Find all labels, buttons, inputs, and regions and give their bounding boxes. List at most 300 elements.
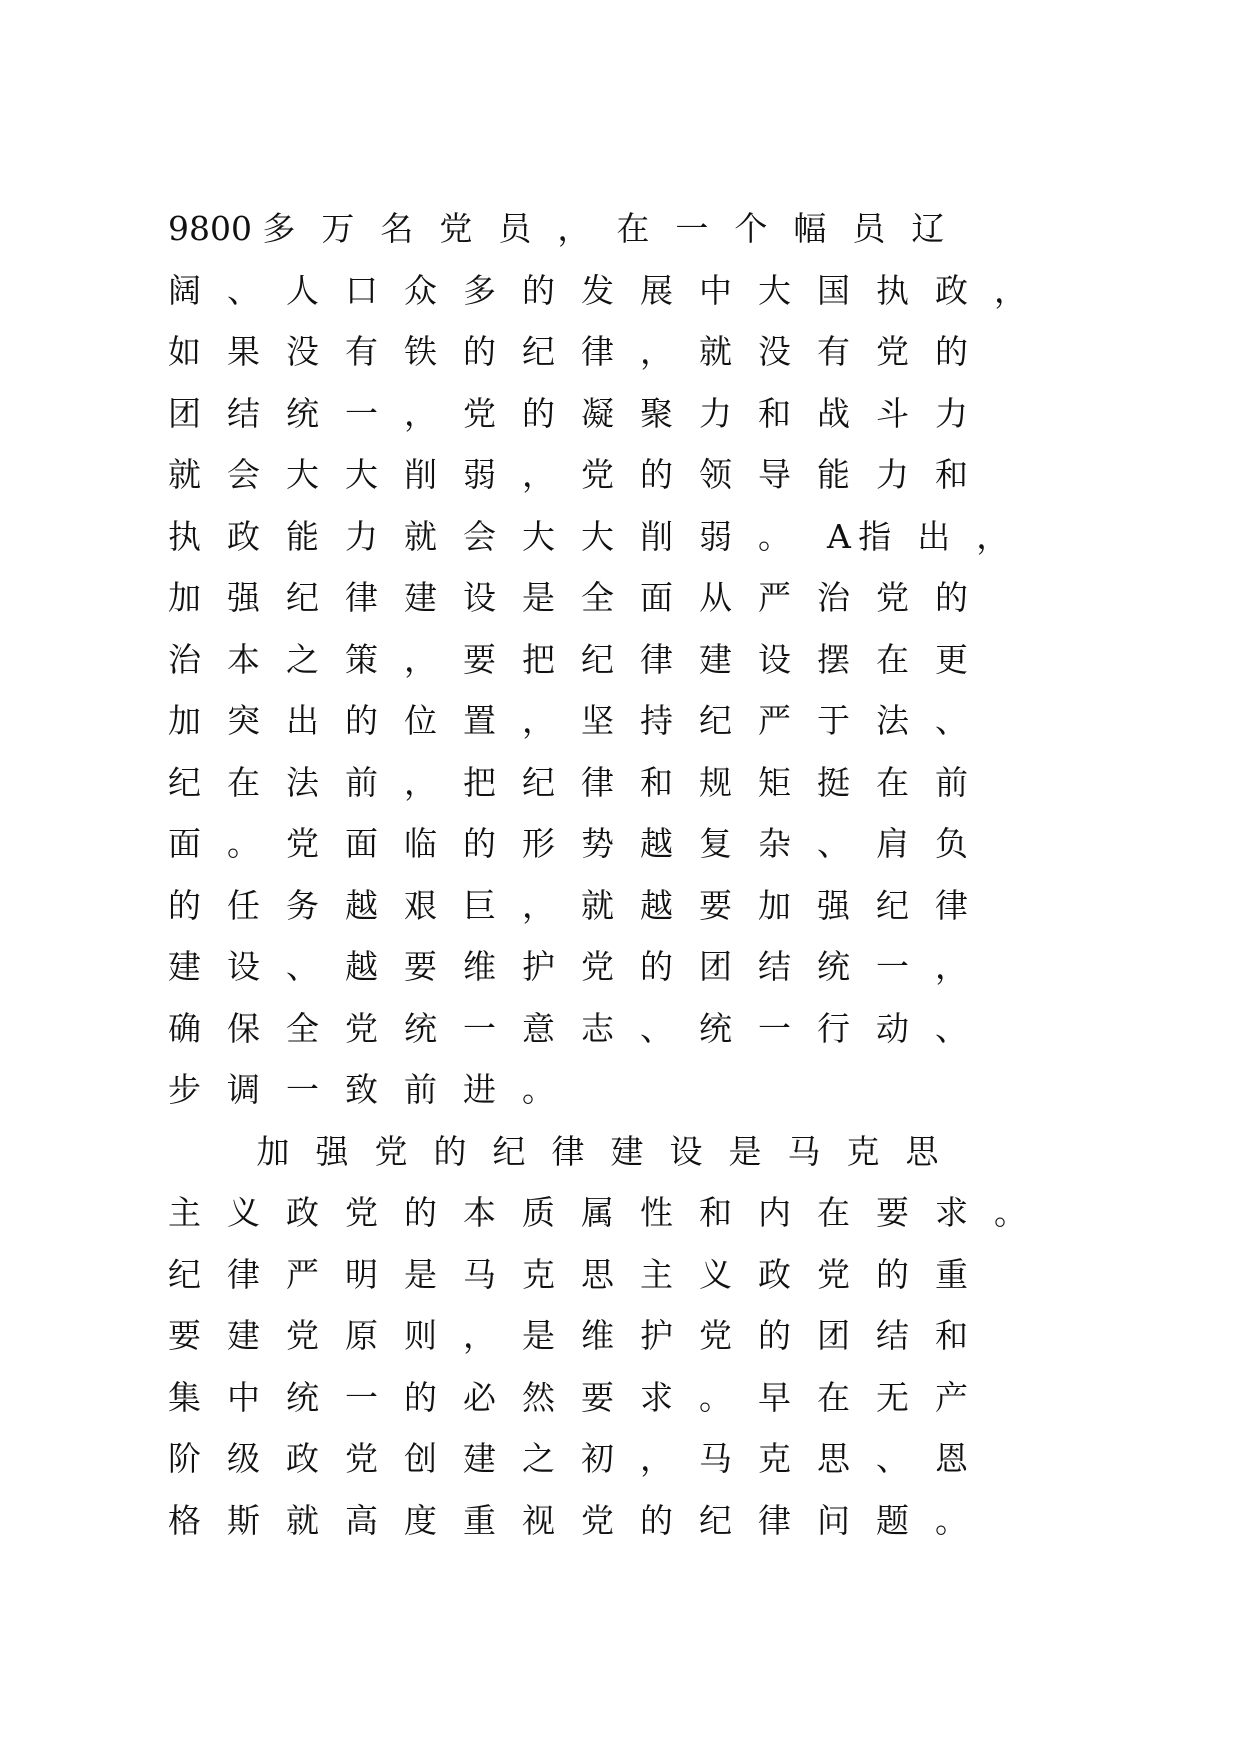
text-line: [168, 268, 1168, 330]
text-glyph: 纪: [492, 1131, 526, 1171]
text-glyph: 级: [227, 1439, 260, 1478]
text-glyph: 就: [699, 332, 732, 371]
text-glyph: ，: [522, 885, 555, 925]
text-glyph: 党: [581, 1500, 614, 1540]
text-glyph: 加: [168, 578, 201, 617]
text-glyph: 全: [286, 1008, 319, 1048]
text-glyph: 就: [404, 516, 437, 556]
text-glyph: 一: [675, 209, 709, 248]
text-glyph: 的: [935, 332, 968, 371]
text-glyph: 属: [581, 1193, 614, 1232]
text-glyph: 有: [817, 332, 850, 371]
text-glyph: 一: [758, 1008, 791, 1048]
text-line: [168, 1375, 1168, 1437]
text-glyph: 阶: [168, 1439, 201, 1478]
text-glyph: 和: [935, 1316, 968, 1355]
text-glyph: 强: [227, 578, 260, 617]
text-glyph: 力: [699, 393, 732, 433]
text-glyph: 展: [640, 270, 673, 310]
text-glyph: 党: [463, 393, 496, 433]
text-glyph: 、: [817, 824, 850, 863]
text-glyph: 会: [227, 455, 260, 494]
text-glyph: 任: [227, 885, 260, 925]
text-glyph: 在: [227, 762, 260, 802]
text-glyph: 一: [345, 1377, 378, 1417]
text-line: [168, 698, 1168, 760]
text-glyph: 强: [817, 885, 850, 925]
text-glyph: 纪: [286, 578, 319, 617]
text-glyph: 从: [699, 578, 732, 617]
text-glyph: ，: [404, 393, 437, 433]
text-glyph: 面: [345, 824, 378, 863]
text-glyph: 名: [380, 209, 414, 248]
text-glyph: 执: [168, 516, 201, 556]
text-glyph: 把: [463, 762, 496, 802]
text-glyph: 在: [817, 1193, 850, 1232]
text-glyph: ，: [522, 455, 555, 494]
text-glyph: 质: [522, 1193, 555, 1232]
text-glyph: 保: [227, 1008, 260, 1048]
text-glyph: 矩: [758, 762, 791, 802]
text-glyph: 是: [404, 1254, 437, 1294]
text-glyph: 前: [404, 1070, 437, 1109]
text-glyph: 前: [345, 762, 378, 802]
text-glyph: 统: [286, 1377, 319, 1417]
text-glyph: 要: [581, 1377, 614, 1417]
text-glyph: 严: [286, 1254, 319, 1294]
text-glyph: 和: [699, 1193, 732, 1232]
text-glyph: 聚: [640, 393, 673, 433]
text-glyph: 律: [640, 639, 673, 679]
text-glyph: 、: [876, 1439, 909, 1478]
text-glyph: 行: [817, 1008, 850, 1048]
text-line: [168, 206, 1168, 268]
text-glyph: 早: [758, 1377, 791, 1417]
text-glyph: ，: [640, 332, 673, 371]
text-glyph: 、: [286, 947, 319, 986]
text-glyph: ，: [976, 516, 1010, 556]
text-glyph: 律: [758, 1500, 791, 1540]
text-glyph: 严: [758, 578, 791, 617]
text-glyph: 在: [876, 639, 909, 679]
text-glyph: 加: [168, 701, 201, 740]
text-glyph: 辽: [911, 209, 945, 248]
text-glyph: 把: [522, 639, 555, 679]
text-glyph: 重: [463, 1500, 496, 1540]
text-glyph: 治: [168, 639, 201, 679]
text-glyph: 护: [640, 1316, 673, 1355]
text-glyph: 克: [758, 1439, 791, 1478]
text-glyph: 。: [758, 516, 791, 556]
text-glyph: 马: [463, 1254, 496, 1294]
text-glyph: 政: [286, 1439, 319, 1478]
text-glyph: 的: [758, 1316, 791, 1355]
text-line: [168, 1006, 1168, 1068]
text-line: [168, 1067, 1168, 1129]
text-glyph: 能: [286, 516, 319, 556]
text-glyph: 团: [699, 947, 732, 986]
text-glyph: 幅: [793, 209, 827, 248]
text-line: [168, 760, 1168, 822]
text-glyph: 严: [758, 701, 791, 740]
text-glyph: 护: [522, 947, 555, 986]
text-glyph: 产: [935, 1377, 968, 1417]
text-glyph: 律: [345, 578, 378, 617]
text-glyph: 志: [581, 1008, 614, 1048]
text-glyph: 律: [935, 885, 968, 925]
text-glyph: 律: [581, 762, 614, 802]
text-glyph: 置: [463, 701, 496, 740]
text-glyph: 就: [168, 455, 201, 494]
text-line: [168, 1313, 1168, 1375]
text-glyph: 前: [935, 762, 968, 802]
text-glyph: 规: [699, 762, 732, 802]
text-glyph: 党: [286, 824, 319, 863]
text-glyph: 负: [935, 824, 968, 863]
text-glyph: 政: [935, 270, 968, 310]
text-glyph: ，: [994, 270, 1027, 310]
text-glyph: 面: [168, 824, 201, 863]
text-glyph: ，: [522, 701, 555, 740]
text-glyph: 义: [699, 1254, 732, 1294]
text-glyph: 调: [227, 1070, 260, 1109]
text-glyph: 凝: [581, 393, 614, 433]
text-glyph: 一: [286, 1070, 319, 1109]
text-glyph: 和: [935, 455, 968, 494]
text-glyph: 建: [463, 1439, 496, 1478]
text-glyph: 之: [286, 639, 319, 679]
text-glyph: 设: [227, 947, 260, 986]
text-glyph: 统: [817, 947, 850, 986]
text-glyph: 临: [404, 824, 437, 863]
text-glyph: 党: [345, 1439, 378, 1478]
text-glyph: 党: [286, 1316, 319, 1355]
text-glyph: 大: [286, 455, 319, 494]
text-glyph: 能: [817, 455, 850, 494]
text-glyph: 求: [935, 1193, 968, 1232]
text-glyph: 是: [522, 1316, 555, 1355]
text-glyph: 持: [640, 701, 673, 740]
text-glyph: 执: [876, 270, 909, 310]
text-glyph: 是: [728, 1131, 762, 1171]
text-glyph: 越: [640, 885, 673, 925]
text-glyph: 就: [581, 885, 614, 925]
text-line: [168, 944, 1168, 1006]
text-glyph: 力: [876, 455, 909, 494]
text-glyph: 就: [286, 1500, 319, 1540]
text-glyph: 意: [522, 1008, 555, 1048]
text-glyph: 大: [522, 516, 555, 556]
text-glyph: 党: [345, 1193, 378, 1232]
text-glyph: 国: [817, 270, 850, 310]
text-glyph: 指: [858, 516, 892, 556]
text-glyph: 形: [522, 824, 555, 863]
text-glyph: 纪: [581, 639, 614, 679]
text-glyph: 一: [345, 393, 378, 433]
text-glyph: 突: [227, 701, 260, 740]
text-glyph: 结: [758, 947, 791, 986]
text-glyph: 建: [168, 947, 201, 986]
text-glyph: 全: [581, 578, 614, 617]
text-glyph: 削: [640, 516, 673, 556]
text-glyph: 党: [876, 332, 909, 371]
text-glyph: 斯: [227, 1500, 260, 1540]
text-glyph: 肩: [876, 824, 909, 863]
text-glyph: 律: [581, 332, 614, 371]
text-glyph: 面: [640, 578, 673, 617]
text-glyph: 纪: [168, 1254, 201, 1294]
text-glyph: 力: [935, 393, 968, 433]
text-glyph: 阔: [168, 270, 201, 310]
text-glyph: 问: [817, 1500, 850, 1540]
text-glyph: 重: [935, 1254, 968, 1294]
text-glyph: 的: [640, 455, 673, 494]
text-glyph: 确: [168, 1008, 201, 1048]
text-glyph: 领: [699, 455, 732, 494]
text-glyph: 导: [758, 455, 791, 494]
text-glyph: 和: [758, 393, 791, 433]
text-glyph: 义: [227, 1193, 260, 1232]
text-glyph: 大: [345, 455, 378, 494]
text-glyph: 没: [286, 332, 319, 371]
text-glyph: 的: [463, 824, 496, 863]
text-line: [168, 883, 1168, 945]
text-glyph: 无: [876, 1377, 909, 1417]
text-glyph: 本: [227, 639, 260, 679]
text-glyph: 人: [286, 270, 319, 310]
text-glyph: 党: [699, 1316, 732, 1355]
text-glyph: 于: [817, 701, 850, 740]
text-glyph: 思: [905, 1131, 939, 1171]
text-line: [168, 821, 1168, 883]
text-glyph: 之: [522, 1439, 555, 1478]
text-glyph: 建: [404, 578, 437, 617]
text-glyph: 的: [876, 1254, 909, 1294]
text-glyph: 铁: [404, 332, 437, 371]
text-glyph: 越: [345, 885, 378, 925]
text-glyph: 势: [581, 824, 614, 863]
text-glyph: 发: [581, 270, 614, 310]
text-glyph: 坚: [581, 701, 614, 740]
text-glyph: 巨: [463, 885, 496, 925]
text-glyph: 初: [581, 1439, 614, 1478]
text-line: [168, 1436, 1168, 1498]
text-glyph: 党: [817, 1254, 850, 1294]
text-glyph: 克: [846, 1131, 880, 1171]
text-glyph: 斗: [876, 393, 909, 433]
text-glyph: 一: [876, 947, 909, 986]
text-glyph: 的: [640, 1500, 673, 1540]
text-glyph: 9800: [168, 209, 252, 248]
text-glyph: 越: [640, 824, 673, 863]
text-glyph: 设: [669, 1131, 703, 1171]
text-glyph: 、: [640, 1008, 673, 1048]
text-glyph: 维: [581, 1316, 614, 1355]
text-glyph: 挺: [817, 762, 850, 802]
text-glyph: 在: [817, 1377, 850, 1417]
text-glyph: 。: [227, 824, 260, 863]
text-glyph: 格: [168, 1500, 201, 1540]
text-glyph: 团: [168, 393, 201, 433]
text-glyph: 出: [917, 516, 951, 556]
text-glyph: 、: [935, 1008, 968, 1048]
text-glyph: 律: [227, 1254, 260, 1294]
text-glyph: 个: [734, 209, 768, 248]
text-glyph: 要: [699, 885, 732, 925]
text-glyph: 要: [876, 1193, 909, 1232]
text-glyph: 要: [463, 639, 496, 679]
text-glyph: 明: [345, 1254, 378, 1294]
text-glyph: ，: [935, 947, 968, 986]
text-glyph: 削: [404, 455, 437, 494]
text-glyph: 法: [876, 701, 909, 740]
text-glyph: 多: [463, 270, 496, 310]
text-glyph: 多: [262, 209, 296, 248]
text-glyph: 杂: [758, 824, 791, 863]
text-glyph: 克: [522, 1254, 555, 1294]
text-glyph: 然: [522, 1377, 555, 1417]
text-glyph: 弱: [463, 455, 496, 494]
text-glyph: 原: [345, 1316, 378, 1355]
text-glyph: 性: [640, 1193, 673, 1232]
text-glyph: 的: [522, 270, 555, 310]
text-glyph: 复: [699, 824, 732, 863]
text-glyph: 设: [758, 639, 791, 679]
text-glyph: 员: [852, 209, 886, 248]
text-glyph: ，: [404, 639, 437, 679]
text-glyph: 在: [616, 209, 650, 248]
text-line: [168, 575, 1168, 637]
text-glyph: 艰: [404, 885, 437, 925]
text-glyph: 主: [168, 1193, 201, 1232]
text-glyph: 会: [463, 516, 496, 556]
text-line: [168, 452, 1168, 514]
text-glyph: 出: [286, 701, 319, 740]
text-glyph: 、: [935, 701, 968, 740]
text-glyph: 政: [286, 1193, 319, 1232]
text-glyph: 的: [640, 947, 673, 986]
text-glyph: 团: [817, 1316, 850, 1355]
text-glyph: 必: [463, 1377, 496, 1417]
text-glyph: 维: [463, 947, 496, 986]
text-glyph: 政: [758, 1254, 791, 1294]
text-glyph: 思: [817, 1439, 850, 1478]
text-glyph: 。: [994, 1193, 1027, 1232]
text-glyph: 马: [787, 1131, 821, 1171]
text-glyph: 纪: [699, 1500, 732, 1540]
text-glyph: 有: [345, 332, 378, 371]
text-glyph: 内: [758, 1193, 791, 1232]
text-glyph: 的: [345, 701, 378, 740]
text-glyph: ，: [404, 762, 437, 802]
text-glyph: 纪: [876, 885, 909, 925]
text-glyph: 律: [551, 1131, 585, 1171]
text-glyph: 结: [876, 1316, 909, 1355]
text-glyph: 一: [463, 1008, 496, 1048]
text-glyph: 策: [345, 639, 378, 679]
text-line: [168, 1129, 1168, 1191]
text-glyph: 。: [522, 1070, 555, 1109]
text-glyph: 纪: [522, 762, 555, 802]
text-glyph: 大: [758, 270, 791, 310]
text-glyph: 集: [168, 1377, 201, 1417]
text-glyph: 加: [256, 1131, 290, 1171]
text-glyph: 的: [404, 1377, 437, 1417]
text-glyph: 万: [321, 209, 355, 248]
text-glyph: A: [827, 516, 851, 556]
text-glyph: 的: [404, 1193, 437, 1232]
text-glyph: 要: [168, 1316, 201, 1355]
text-glyph: 强: [315, 1131, 349, 1171]
text-glyph: 没: [758, 332, 791, 371]
text-glyph: 果: [227, 332, 260, 371]
text-glyph: 进: [463, 1070, 496, 1109]
text-glyph: 建: [610, 1131, 644, 1171]
text-line: [168, 329, 1168, 391]
text-glyph: 摆: [817, 639, 850, 679]
text-line: [168, 391, 1168, 453]
text-glyph: 位: [404, 701, 437, 740]
text-glyph: 口: [345, 270, 378, 310]
text-glyph: 的: [522, 393, 555, 433]
text-line: [168, 514, 1168, 576]
text-line: [168, 1498, 1168, 1560]
text-glyph: 党: [581, 947, 614, 986]
text-glyph: 的: [463, 332, 496, 371]
text-glyph: 如: [168, 332, 201, 371]
text-glyph: 治: [817, 578, 850, 617]
text-glyph: 党: [374, 1131, 408, 1171]
text-glyph: 弱: [699, 516, 732, 556]
text-glyph: 结: [227, 393, 260, 433]
text-glyph: 致: [345, 1070, 378, 1109]
text-glyph: 主: [640, 1254, 673, 1294]
text-glyph: 加: [758, 885, 791, 925]
text-glyph: ，: [463, 1316, 496, 1355]
text-glyph: 越: [345, 947, 378, 986]
text-glyph: 统: [286, 393, 319, 433]
text-glyph: 、: [227, 270, 260, 310]
text-glyph: 。: [935, 1500, 968, 1540]
text-glyph: 的: [168, 885, 201, 925]
text-glyph: 创: [404, 1439, 437, 1478]
body-text: [168, 206, 1168, 1559]
text-glyph: 本: [463, 1193, 496, 1232]
text-glyph: ，: [557, 209, 591, 248]
text-line: [168, 1252, 1168, 1314]
text-glyph: 的: [935, 578, 968, 617]
text-glyph: 求: [640, 1377, 673, 1417]
text-glyph: 战: [817, 393, 850, 433]
text-glyph: 党: [581, 455, 614, 494]
text-glyph: 力: [345, 516, 378, 556]
text-glyph: 是: [522, 578, 555, 617]
text-glyph: 政: [227, 516, 260, 556]
text-glyph: 纪: [699, 701, 732, 740]
text-glyph: 则: [404, 1316, 437, 1355]
text-glyph: 党: [876, 578, 909, 617]
text-glyph: 步: [168, 1070, 201, 1109]
text-glyph: 建: [227, 1316, 260, 1355]
text-glyph: 更: [935, 639, 968, 679]
text-glyph: 思: [581, 1254, 614, 1294]
text-glyph: 度: [404, 1500, 437, 1540]
text-glyph: 中: [699, 270, 732, 310]
text-glyph: 动: [876, 1008, 909, 1048]
text-line: [168, 637, 1168, 699]
text-glyph: 设: [463, 578, 496, 617]
text-glyph: 。: [699, 1377, 732, 1417]
